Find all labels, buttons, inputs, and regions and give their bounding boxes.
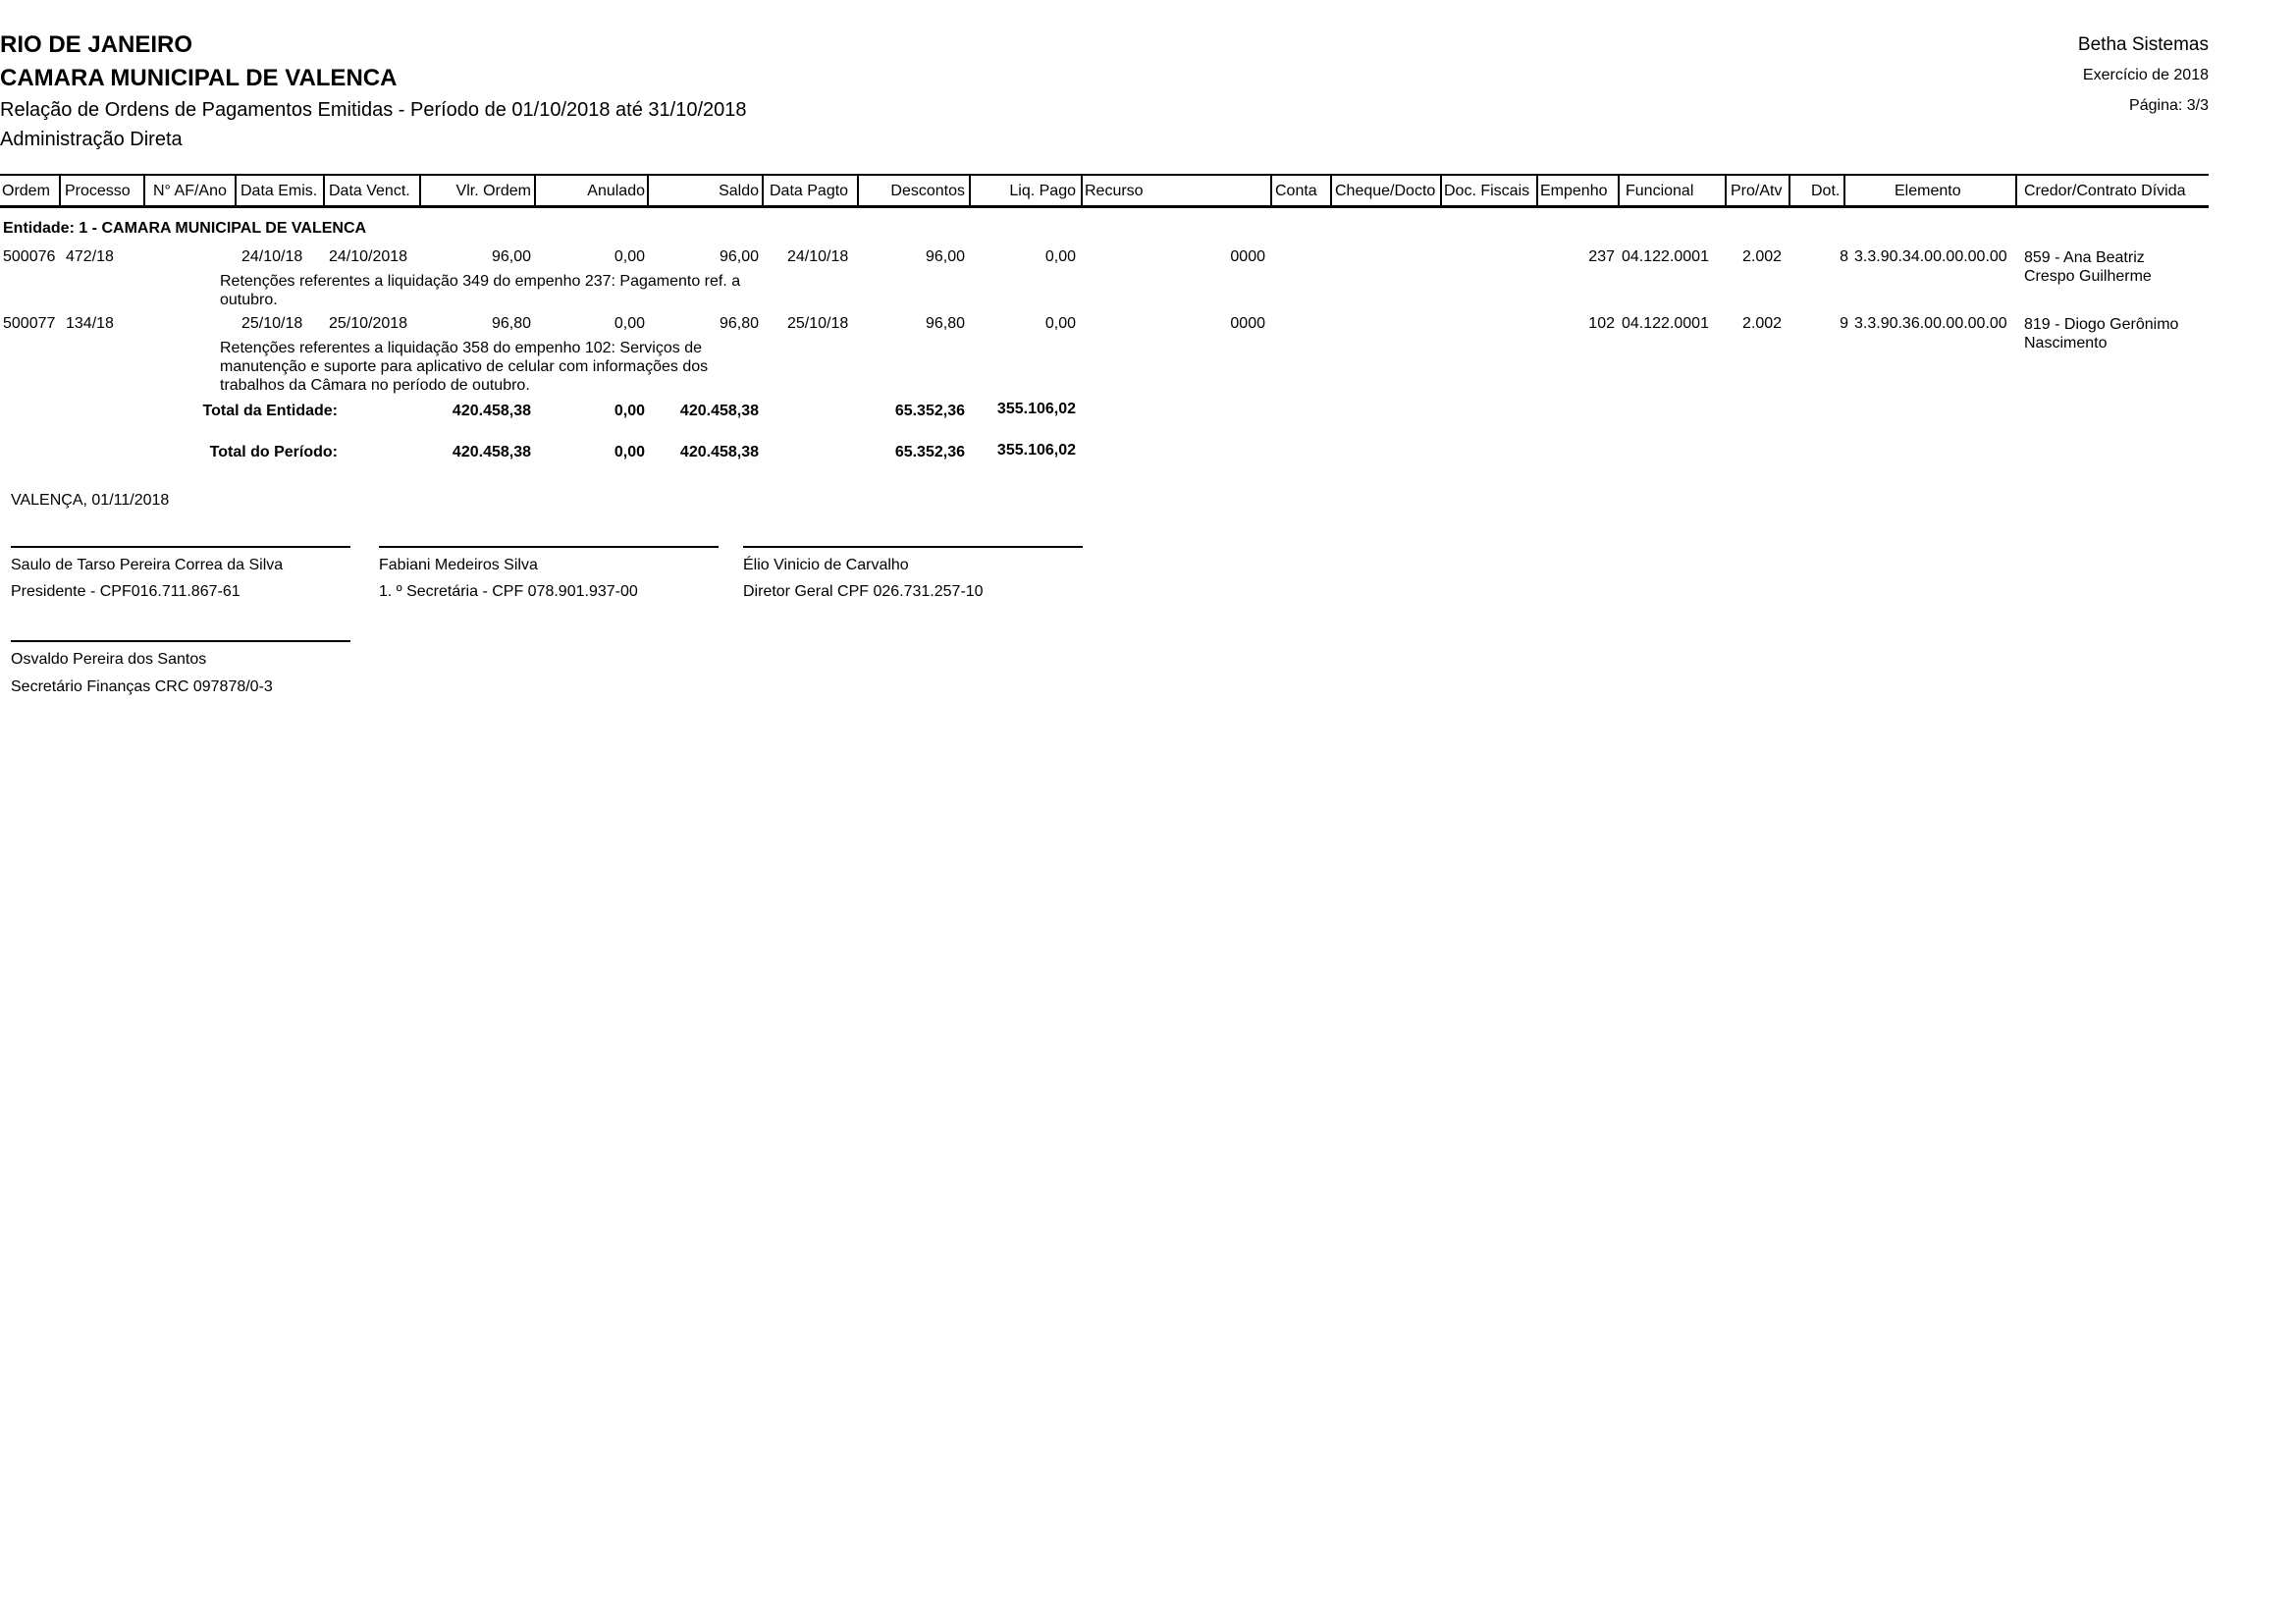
total-period-liq-pago: 355.106,02 (996, 442, 1076, 459)
row1-funcional: 04.122.0001 (1622, 248, 1709, 265)
signature-line (379, 546, 719, 548)
total-entity-vlr-ordem: 420.458,38 (452, 403, 531, 419)
total-entity-descontos: 65.352,36 (894, 403, 965, 419)
col-sep (1789, 176, 1790, 205)
col-sep (1536, 176, 1538, 205)
report-title: Relação de Ordens de Pagamentos Emitidas - Período de 01/10/2018 até 31/10/2018 (0, 99, 747, 121)
row2-dot: 9 (1840, 315, 1848, 332)
total-entity-anulado: 0,00 (614, 403, 645, 419)
col-sep (323, 176, 325, 205)
row2-description: Retenções referentes a liquidação 358 do empenho 102: Serviços de manutenção e suporte para aplicativo de celular com informações dos trabalhos da Câmara no período de outubro. (220, 340, 709, 394)
row2-data-emis: 25/10/18 (241, 315, 303, 332)
signatory-role: 1. º Secretária - CPF 078.901.937-00 (379, 583, 638, 600)
exercise-label: Exercício de 2018 (2082, 67, 2209, 83)
row1-recurso: 0000 (1230, 248, 1265, 265)
col-header-ordem: Ordem (2, 183, 50, 199)
col-sep (59, 176, 61, 205)
col-sep (1081, 176, 1083, 205)
row1-vlr-ordem: 96,00 (491, 248, 531, 265)
row1-descontos: 96,00 (925, 248, 965, 265)
row2-funcional: 04.122.0001 (1622, 315, 1709, 332)
col-header-credor: Credor/Contrato Dívida (2024, 183, 2186, 199)
row2-processo: 134/18 (66, 315, 114, 332)
total-period-anulado: 0,00 (614, 444, 645, 460)
signatory-role: Secretário Finanças CRC 097878/0-3 (11, 678, 273, 695)
col-header-vlr-ordem: Vlr. Ordem (455, 183, 531, 199)
col-header-dot: Dot. (1811, 183, 1841, 199)
col-sep (1330, 176, 1332, 205)
col-sep (419, 176, 421, 205)
col-sep (1618, 176, 1620, 205)
col-header-data-pagto: Data Pagto (770, 183, 849, 199)
row2-recurso: 0000 (1230, 315, 1265, 332)
row1-data-emis: 24/10/18 (241, 248, 303, 265)
row2-vlr-ordem: 96,80 (491, 315, 531, 332)
col-header-funcional: Funcional (1626, 183, 1694, 199)
col-sep (534, 176, 536, 205)
row1-dot: 8 (1840, 248, 1848, 265)
total-entity-liq-pago: 355.106,02 (996, 401, 1076, 417)
row1-processo: 472/18 (66, 248, 114, 265)
row1-data-venct: 24/10/2018 (329, 248, 408, 265)
signature-line (11, 640, 350, 642)
entity-title: CAMARA MUNICIPAL DE VALENCA (0, 65, 398, 91)
row2-data-pagto: 25/10/18 (787, 315, 849, 332)
row1-description: Retenções referentes a liquidação 349 do empenho 237: Pagamento ref. a outubro. (220, 273, 741, 308)
col-header-liq-pago: Liq. Pago (1009, 183, 1076, 199)
col-sep (1270, 176, 1272, 205)
signature-line (11, 546, 350, 548)
row2-credor: 819 - Diogo Gerônimo Nascimento (2024, 316, 2179, 352)
col-header-anulado: Anulado (587, 183, 645, 199)
row1-empenho: 237 (1588, 248, 1615, 265)
col-header-processo: Processo (65, 183, 131, 199)
row1-data-pagto: 24/10/18 (787, 248, 849, 265)
col-header-empenho: Empenho (1540, 183, 1608, 199)
signatory-name: Fabiani Medeiros Silva (379, 557, 538, 573)
col-header-recurso: Recurso (1085, 183, 1144, 199)
signatory-role: Diretor Geral CPF 026.731.257-10 (743, 583, 984, 600)
row1-credor: 859 - Ana Beatriz Crespo Guilherme (2024, 249, 2152, 285)
signatory-name: Osvaldo Pereira dos Santos (11, 651, 207, 668)
page-number: Página: 3/3 (2129, 97, 2209, 114)
row1-pro-atv: 2.002 (1742, 248, 1783, 265)
col-header-data-venct: Data Venct. (329, 183, 410, 199)
col-sep (2015, 176, 2017, 205)
col-header-conta: Conta (1275, 183, 1317, 199)
row1-liq-pago: 0,00 (1044, 248, 1076, 265)
col-sep (235, 176, 237, 205)
total-entity-label: Total da Entidade: (202, 403, 338, 419)
table-header-bottom-line (0, 205, 2209, 208)
col-header-data-emis: Data Emis. (240, 183, 318, 199)
total-period-saldo: 420.458,38 (679, 444, 759, 460)
col-header-af-ano: N° AF/Ano (153, 183, 227, 199)
signatory-role: Presidente - CPF016.711.867-61 (11, 583, 240, 600)
total-period-label: Total do Período: (209, 444, 338, 460)
col-header-doc-fiscais: Doc. Fiscais (1444, 183, 1530, 199)
col-sep (1440, 176, 1442, 205)
row2-empenho: 102 (1588, 315, 1615, 332)
row2-liq-pago: 0,00 (1044, 315, 1076, 332)
col-header-pro-atv: Pro/Atv (1731, 183, 1783, 199)
row2-data-venct: 25/10/2018 (329, 315, 408, 332)
col-sep (647, 176, 649, 205)
row2-ordem: 500077 (3, 315, 56, 332)
table-header-top-line (0, 174, 2209, 176)
state-title: RIO DE JANEIRO (0, 31, 193, 58)
row1-elemento: 3.3.90.34.00.00.00.00 (1854, 248, 2007, 265)
total-period-descontos: 65.352,36 (894, 444, 965, 460)
col-sep (1843, 176, 1845, 205)
col-sep (1725, 176, 1727, 205)
col-sep (143, 176, 145, 205)
signatory-name: Saulo de Tarso Pereira Correa da Silva (11, 557, 284, 573)
row1-anulado: 0,00 (614, 248, 645, 265)
col-sep (969, 176, 971, 205)
row2-elemento: 3.3.90.36.00.00.00.00 (1854, 315, 2007, 332)
row2-pro-atv: 2.002 (1742, 315, 1783, 332)
admin-label: Administração Direta (0, 129, 183, 150)
place-date: VALENÇA, 01/11/2018 (11, 492, 170, 509)
col-header-cheque-docto: Cheque/Docto (1335, 183, 1436, 199)
signature-line (743, 546, 1083, 548)
col-header-descontos: Descontos (890, 183, 965, 199)
row2-anulado: 0,00 (614, 315, 645, 332)
row1-saldo: 96,00 (719, 248, 759, 265)
vendor-name: Betha Sistemas (2077, 34, 2209, 55)
row1-ordem: 500076 (3, 248, 56, 265)
total-period-vlr-ordem: 420.458,38 (452, 444, 531, 460)
total-entity-saldo: 420.458,38 (679, 403, 759, 419)
col-sep (762, 176, 764, 205)
col-sep (857, 176, 859, 205)
signatory-name: Élio Vinicio de Carvalho (743, 557, 909, 573)
entity-label: Entidade: 1 - CAMARA MUNICIPAL DE VALENCA (3, 220, 367, 237)
col-header-saldo: Saldo (719, 183, 759, 199)
row2-saldo: 96,80 (719, 315, 759, 332)
row2-descontos: 96,80 (925, 315, 965, 332)
col-header-elemento: Elemento (1895, 183, 1961, 199)
